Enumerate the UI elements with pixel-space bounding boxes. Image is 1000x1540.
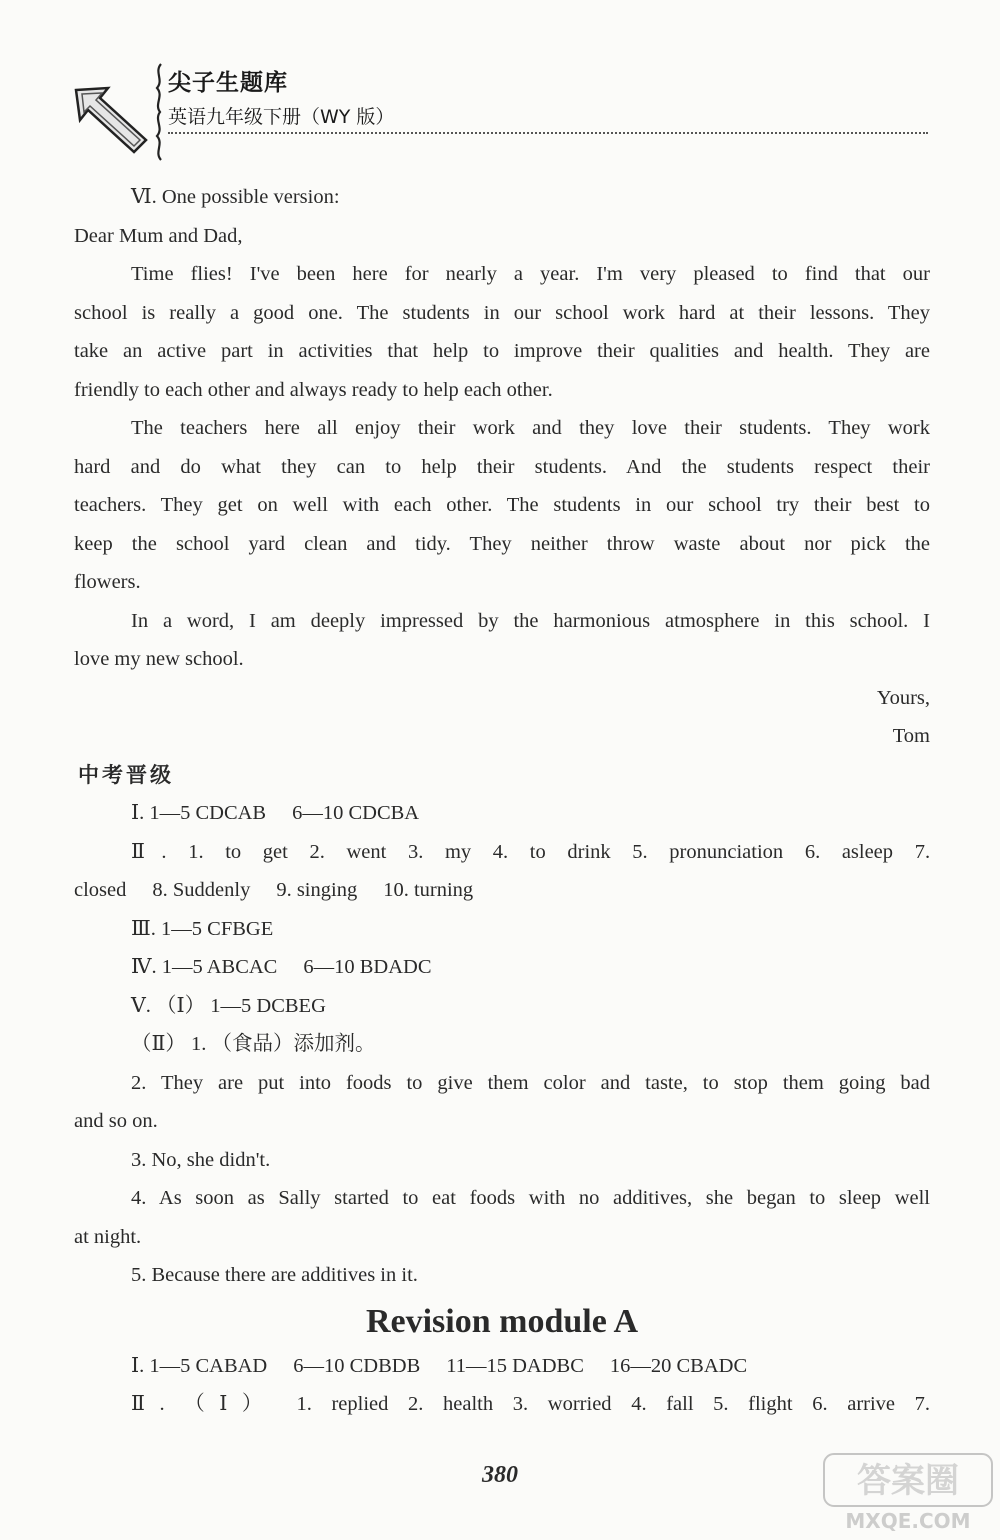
letter-paragraph-line: In a word, I am deeply impressed by the harmonious atmosphere in this school. I bbox=[131, 609, 930, 632]
answer-line-ii-cont bbox=[74, 871, 930, 910]
revision-answer-line-ii bbox=[74, 1385, 930, 1424]
answer-group: 6—10 CDBDB bbox=[293, 1354, 421, 1377]
answer-item: 2. health bbox=[408, 1393, 494, 1415]
answer-item: closed bbox=[74, 879, 127, 901]
answer-group: Ⅰ. 1—5 CDCAB bbox=[131, 802, 267, 824]
answer-item: 4. fall bbox=[631, 1393, 694, 1415]
header-divider bbox=[168, 132, 928, 134]
answer-item: 3. worried bbox=[512, 1393, 612, 1415]
letter-paragraph-line: take an active part in activities that help to improve their qualities and health. They are bbox=[74, 340, 930, 362]
letter-paragraph-line: school is really a good one. The students in our school work hard at their lessons. They bbox=[74, 301, 930, 324]
letter-closing: Yours, bbox=[876, 686, 930, 709]
answer-text-line: 3. No, she didn't. bbox=[131, 1148, 271, 1171]
answer-line-v1: Ⅴ. （Ⅰ） 1—5 DCBEG bbox=[131, 994, 326, 1017]
answer-group: Ⅰ. 1—5 CABAD bbox=[131, 1354, 268, 1377]
answer-text-line: 2. They are put into foods to give them color and taste, to stop them going bad bbox=[131, 1071, 930, 1094]
revision-module-title: Revision module A bbox=[365, 1302, 639, 1340]
series-title: 尖子生题库 bbox=[168, 70, 288, 96]
page-number: 380 bbox=[482, 1462, 518, 1488]
answer-item: Ⅱ. （Ⅰ） 1. replied bbox=[131, 1393, 389, 1415]
answer-item: 7. bbox=[914, 840, 930, 863]
zhongkao-heading: 中考晋级 bbox=[78, 762, 174, 787]
site-watermark-logo bbox=[820, 1448, 996, 1536]
letter-paragraph-line: flowers. bbox=[74, 571, 141, 593]
answer-item: 2. went bbox=[309, 840, 387, 863]
answer-text-line: at night. bbox=[74, 1225, 142, 1248]
letter-paragraph-line: love my new school. bbox=[74, 648, 244, 670]
letter-paragraph-line: Time flies! I've been here for nearly a year. I'm very pleased to find that our bbox=[131, 263, 930, 285]
answer-line-i bbox=[74, 794, 930, 833]
revision-answer-line-i bbox=[74, 1347, 930, 1386]
answer-item: 7. bbox=[914, 1393, 930, 1415]
answer-item: 9. singing bbox=[276, 879, 358, 901]
page-header bbox=[72, 62, 932, 162]
answer-item: 6. arrive bbox=[812, 1393, 896, 1415]
letter-paragraph-line: The teachers here all enjoy their work and they love their students. They work bbox=[131, 417, 930, 439]
letter-paragraph-line: teachers. They get on well with each other. The students in our school try their best to bbox=[74, 494, 930, 516]
letter-paragraph-line: hard and do what they can to help their students. And the students respect their bbox=[74, 455, 930, 478]
answer-item: 3. my bbox=[407, 840, 472, 863]
header-brace-icon bbox=[152, 62, 166, 162]
answer-line-iv bbox=[74, 948, 930, 987]
answer-item: 5. pronunciation bbox=[632, 840, 784, 863]
letter-greeting: Dear Mum and Dad, bbox=[74, 224, 243, 247]
letter-signature: Tom bbox=[892, 725, 930, 747]
book-title: 英语九年级下册（WY 版） bbox=[168, 106, 395, 128]
letter-paragraph-line: keep the school yard clean and tidy. They neither throw waste about nor pick the bbox=[74, 532, 930, 555]
answer-item: 10. turning bbox=[383, 879, 474, 901]
answer-item: 6. asleep bbox=[804, 840, 894, 863]
letter-paragraph-line: friendly to each other and always ready to help each other. bbox=[74, 378, 553, 401]
answer-line-ii bbox=[74, 833, 930, 872]
answer-text-line: 4. As soon as Sally started to eat foods with no additives, she began to sleep well bbox=[131, 1187, 930, 1209]
answer-group: Ⅳ. 1—5 ABCAC bbox=[131, 956, 278, 978]
answer-item: Ⅱ. 1. to get bbox=[131, 840, 288, 863]
answer-item: 5. flight bbox=[713, 1393, 793, 1415]
answer-item: 8. Suddenly bbox=[152, 879, 251, 901]
watermark-text-bottom: MXQE.COM bbox=[845, 1509, 971, 1533]
answer-item: 4. to drink bbox=[492, 840, 611, 863]
page-content bbox=[74, 178, 930, 1424]
arrow-logo-icon bbox=[72, 84, 150, 154]
section-heading: Ⅵ. One possible version: bbox=[131, 186, 340, 208]
answer-group: 16—20 CBADC bbox=[609, 1354, 748, 1377]
answer-group: 6—10 BDADC bbox=[303, 956, 432, 978]
answer-group: 11—15 DADBC bbox=[446, 1354, 584, 1377]
answer-line-iii: Ⅲ. 1—5 CFBGE bbox=[131, 917, 274, 940]
watermark-text-top: 答案圈 bbox=[857, 1461, 959, 1501]
answer-text-line: 5. Because there are additives in it. bbox=[131, 1264, 418, 1286]
answer-text-line: and so on. bbox=[74, 1110, 158, 1132]
answer-group: 6—10 CDCBA bbox=[292, 802, 420, 824]
answer-line-v2: （Ⅱ） 1. （食品）添加剂。 bbox=[131, 1033, 376, 1055]
